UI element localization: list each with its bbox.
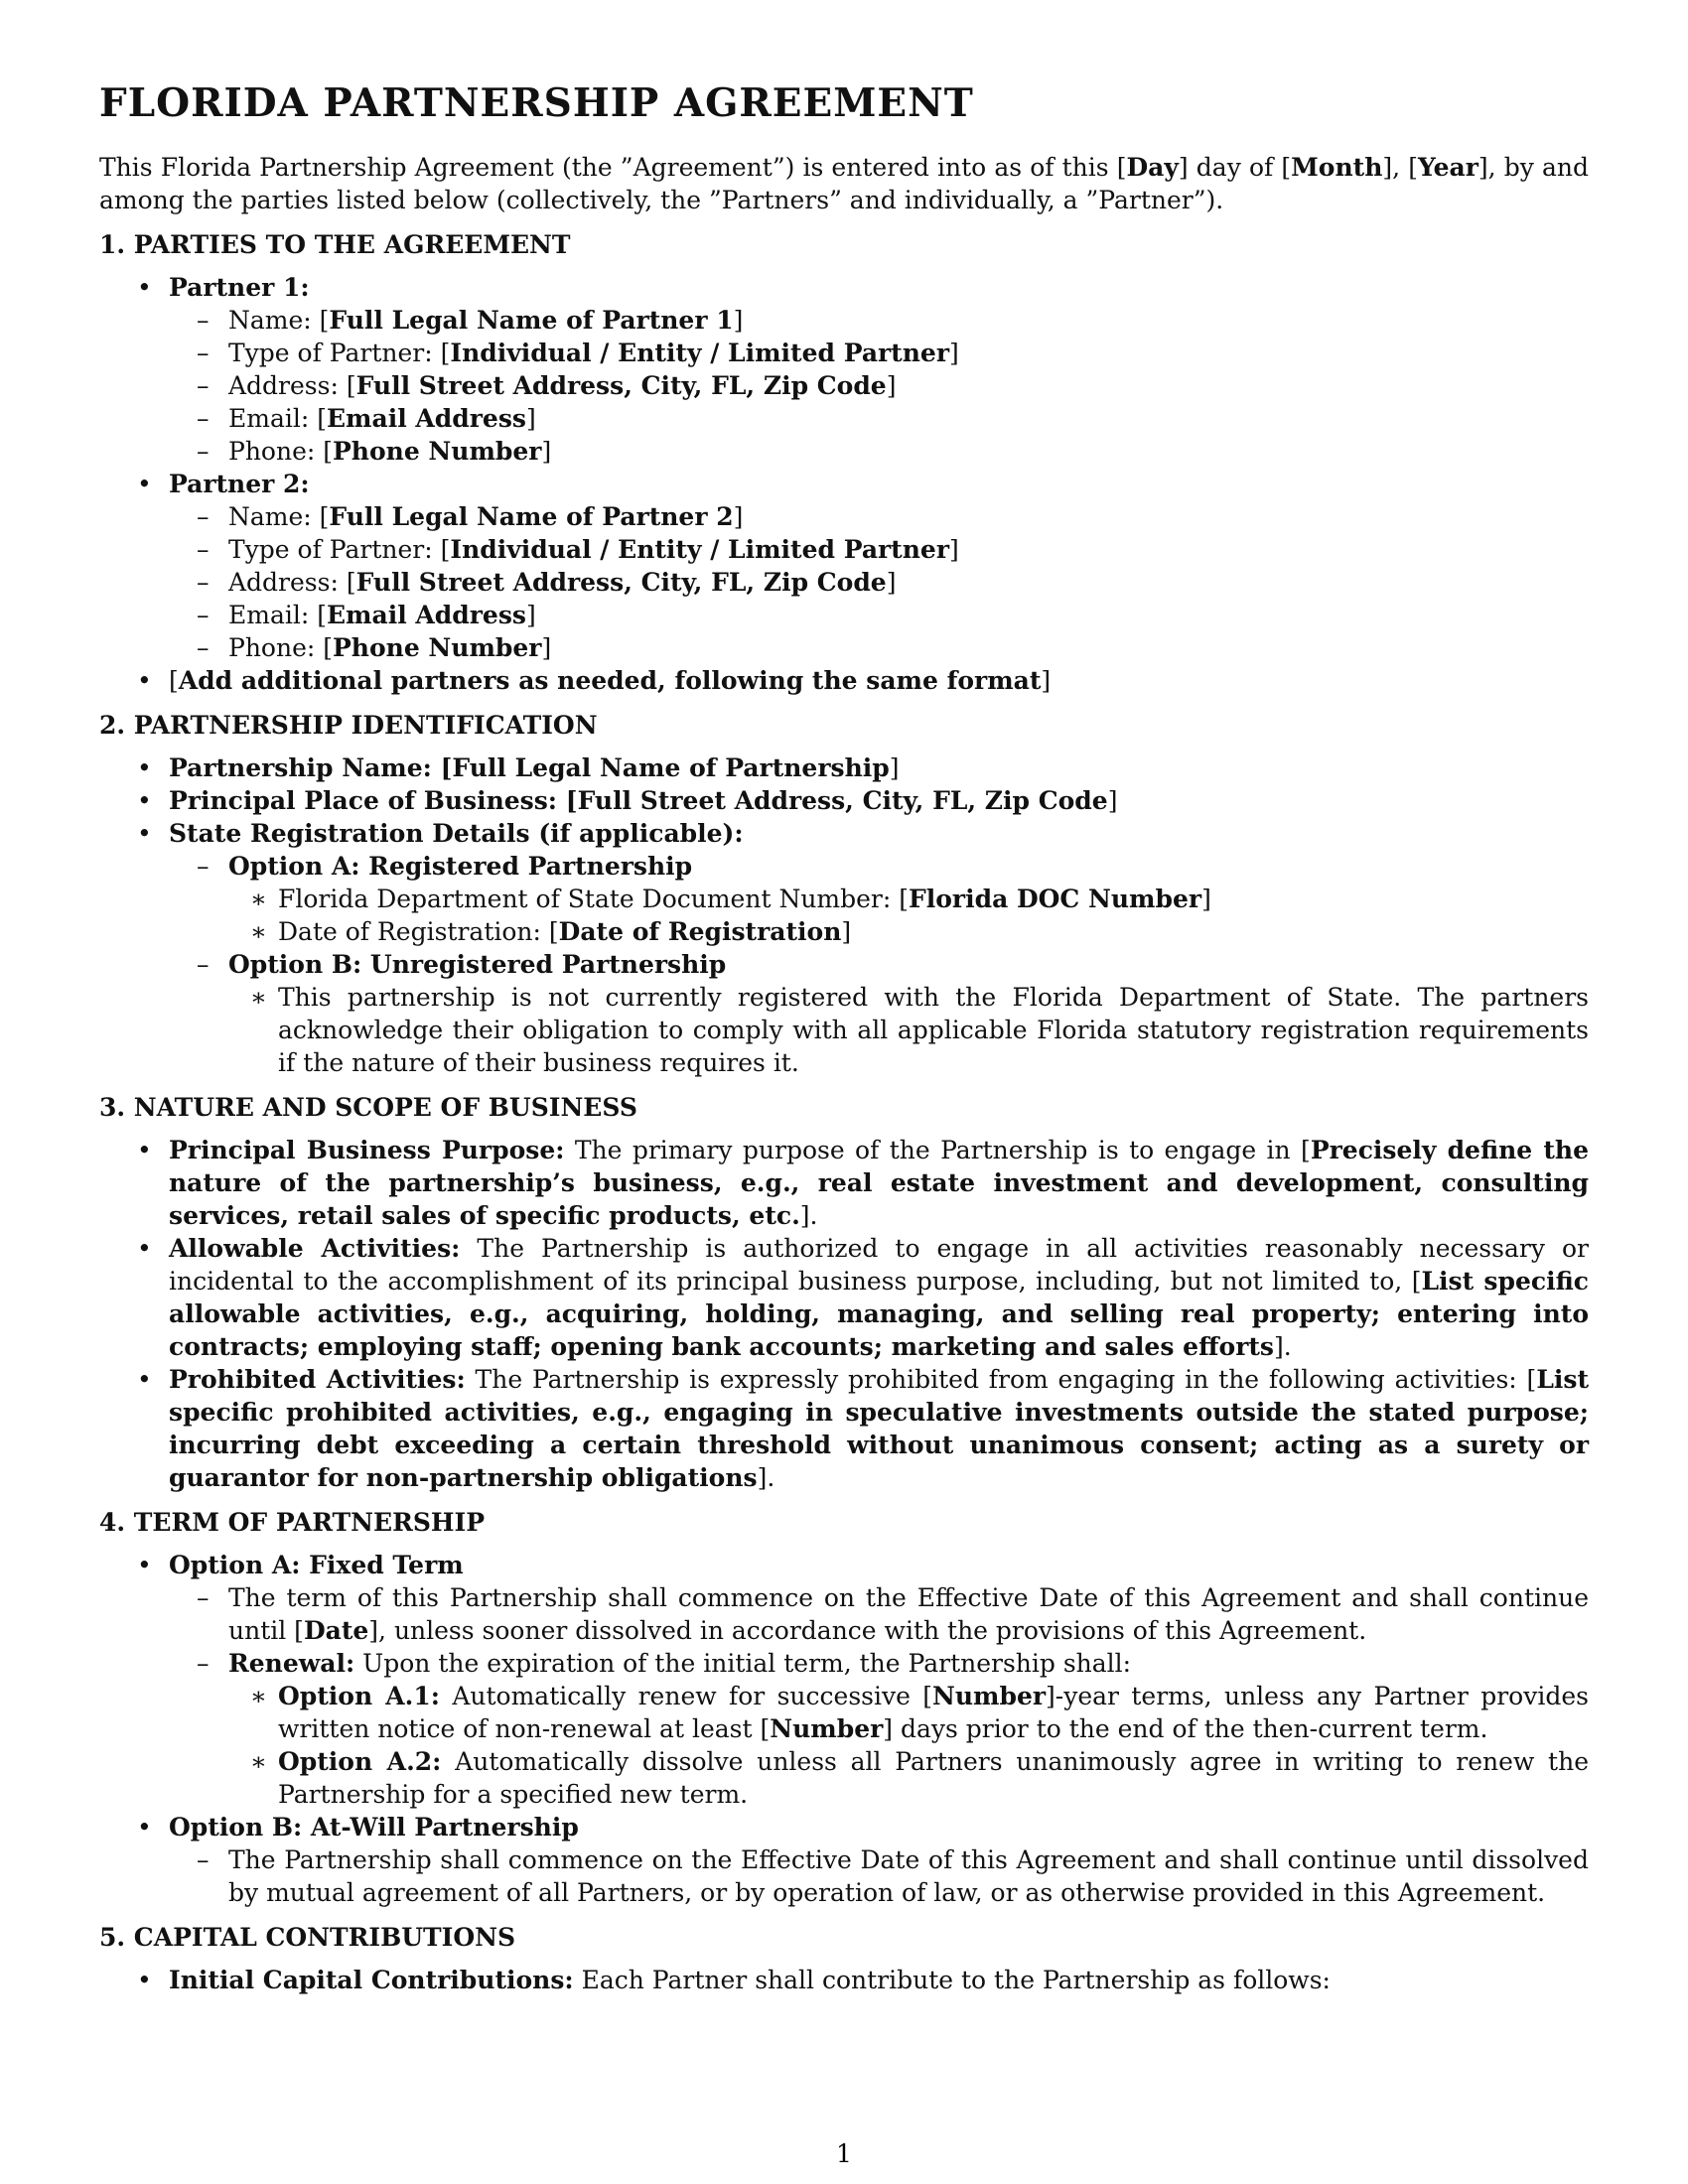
document-title: FLORIDA PARTNERSHIP AGREEMENT: [99, 80, 974, 126]
partner-2-type: – Type of Partner: [Individual / Entity / Limited Partner]: [169, 533, 1589, 566]
partner-1-type: – Type of Partner: [Individual / Entity / Limited Partner]: [169, 337, 1589, 369]
partnership-name: • Partnership Name: [Full Legal Name of Partnership]: [99, 751, 1589, 784]
doc-number: ∗ Florida Department of State Document Number: [Florida DOC Number]: [228, 883, 1589, 915]
partner-2-name: – Name: [Full Legal Name of Partner 2]: [169, 500, 1589, 533]
partner-1-phone: – Phone: [Phone Number]: [169, 435, 1589, 468]
initial-contributions: • Initial Capital Contributions: Each Partner shall contribute to the Partnership as follows:: [99, 1964, 1589, 1996]
add-partners-note: • [Add additional partners as needed, following the same format]: [99, 664, 1589, 697]
option-a2: ∗ Option A.2: Automatically dissolve unless all Partners unanimously agree in writing to renew the Partnership for a specified new term.: [228, 1745, 1589, 1811]
business-purpose: • Principal Business Purpose: The primary purpose of the Partnership is to engage in [Precisely define the nature of the partnership’s business, e.g., real estate investment and development, consulting services, retail sales of specific products, etc.].: [99, 1134, 1589, 1232]
fixed-term-text: – The term of this Partnership shall commence on the Effective Date of this Agreement and shall continue until [Date], unless sooner dissolved in accordance with the provisions of this Agreement.: [169, 1581, 1589, 1647]
partner-1-name: – Name: [Full Legal Name of Partner 1]: [169, 304, 1589, 337]
option-a-fixed-term: • Option A: Fixed Term – The term of this Partnership shall commence on the Effective Date of this Agreement and shall continue until [Date], unless sooner dissolved in accordance with the provisions of this Agreement. – Renewal: Upon the expiration of the initial term, the Partnership shall: ∗ Option A.1: Automatically renew for successive [Number]-year terms, unless any Partner provides written notice of non-renewal at least [Number] days prior to the end of the then-current term. ∗ Option A.2: Automatically dissolve unless all Partners unanimously agree in writing to renew the Partnership for a specified new term.: [99, 1549, 1589, 1811]
identification-list: [99, 751, 1589, 1079]
capital-list: [99, 1964, 1589, 1996]
option-a1: ∗ Option A.1: Automatically renew for successive [Number]-year terms, unless any Partner provides written notice of non-renewal at least [Number] days prior to the end of the then-current term.: [228, 1680, 1589, 1745]
intro-paragraph: This Florida Partnership Agreement (the ”Agreement”) is entered into as of this [Day] day of [Month], [Year], by and among the parties listed below (collectively, the ”Partners” and individually, a ”Partner”).: [99, 153, 1589, 214]
at-will-text: – The Partnership shall commence on the Effective Date of this Agreement and shall continue until dissolved by mutual agreement of all Partners, or by operation of law, or as otherwise provided in this Agreement.: [169, 1843, 1589, 1909]
section-5-heading: 5. CAPITAL CONTRIBUTIONS: [99, 1923, 516, 1952]
partner-2-address: – Address: [Full Street Address, City, FL, Zip Code]: [169, 566, 1589, 599]
business-scope-list: [99, 1134, 1589, 1494]
partner-1-item: • Partner 1: – Name: [Full Legal Name of Partner 1] – Type of Partner: [Individual / Entity / Limited Partner] – Address: [Full Street Address, City, FL, Zip Code] – Email: [Email Address] – Phone: [Phone Number]: [99, 271, 1589, 468]
option-a-registered: – Option A: Registered Partnership ∗ Florida Department of State Document Number: [Florida DOC Number] ∗ Date of Registration: [Date of Registration]: [169, 850, 1589, 948]
section-2-heading: 2. PARTNERSHIP IDENTIFICATION: [99, 711, 598, 740]
option-b-unregistered: – Option B: Unregistered Partnership ∗ This partnership is not currently registered with the Florida Department of State. The partners acknowledge their obligation to comply with all applicable Florida statutory registration requirements if the nature of their business requires it.: [169, 948, 1589, 1079]
unregistered-text: ∗ This partnership is not currently registered with the Florida Department of State. The partners acknowledge their obligation to comply with all applicable Florida statutory registration requirements if the nature of their business requires it.: [228, 981, 1589, 1079]
partner-2-phone: – Phone: [Phone Number]: [169, 631, 1589, 664]
principal-place: • Principal Place of Business: [Full Street Address, City, FL, Zip Code]: [99, 784, 1589, 817]
partners-list: [99, 271, 1589, 697]
allowable-activities: • Allowable Activities: The Partnership is authorized to engage in all activities reasonably necessary or incidental to the accomplishment of its principal business purpose, including, but not limited to, [List specific allowable activities, e.g., acquiring, holding, managing, and selling real property; entering into contracts; employing staff; opening bank accounts; marketing and sales efforts].: [99, 1232, 1589, 1363]
partner-1-email: – Email: [Email Address]: [169, 402, 1589, 435]
page-number: 1: [836, 2139, 852, 2168]
section-1-heading: 1. PARTIES TO THE AGREEMENT: [99, 230, 571, 259]
section-3-heading: 3. NATURE AND SCOPE OF BUSINESS: [99, 1093, 637, 1122]
registration-date: ∗ Date of Registration: [Date of Registration]: [228, 915, 1589, 948]
term-list: [99, 1549, 1589, 1909]
registration-details: • State Registration Details (if applicable): – Option A: Registered Partnership ∗ Florida Department of State Document Number: [Florida DOC Number] ∗ Date of Registration: [Date of Registration] – Option B: Unregistered Partnership ∗ This partnership is not currently registered with the Florida Department of State. The partners acknowledge their obligation to comply with all applicable Florida statutory registration requirements if the nature of their business requires it.: [99, 817, 1589, 1079]
document-page: [99, 79, 1589, 1996]
section-4-heading: 4. TERM OF PARTNERSHIP: [99, 1508, 486, 1537]
renewal: – Renewal: Upon the expiration of the initial term, the Partnership shall: ∗ Option A.1: Automatically renew for successive [Number]-year terms, unless any Partner provides written notice of non-renewal at least [Number] days prior to the end of the then-current term. ∗ Option A.2: Automatically dissolve unless all Partners unanimously agree in writing to renew the Partnership for a specified new term.: [169, 1647, 1589, 1811]
partner-1-address: – Address: [Full Street Address, City, FL, Zip Code]: [169, 369, 1589, 402]
partner-2-item: • Partner 2: – Name: [Full Legal Name of Partner 2] – Type of Partner: [Individual / Entity / Limited Partner] – Address: [Full Street Address, City, FL, Zip Code] – Email: [Email Address] – Phone: [Phone Number]: [99, 468, 1589, 664]
partner-2-email: – Email: [Email Address]: [169, 599, 1589, 631]
option-b-at-will: • Option B: At-Will Partnership – The Partnership shall commence on the Effective Date of this Agreement and shall continue until dissolved by mutual agreement of all Partners, or by operation of law, or as otherwise provided in this Agreement.: [99, 1811, 1589, 1909]
prohibited-activities: • Prohibited Activities: The Partnership is expressly prohibited from engaging in the following activities: [List specific prohibited activities, e.g., engaging in speculative investments outside the stated purpose; incurring debt exceeding a certain threshold without unanimous consent; acting as a surety or guarantor for non-partnership obligations].: [99, 1363, 1589, 1494]
